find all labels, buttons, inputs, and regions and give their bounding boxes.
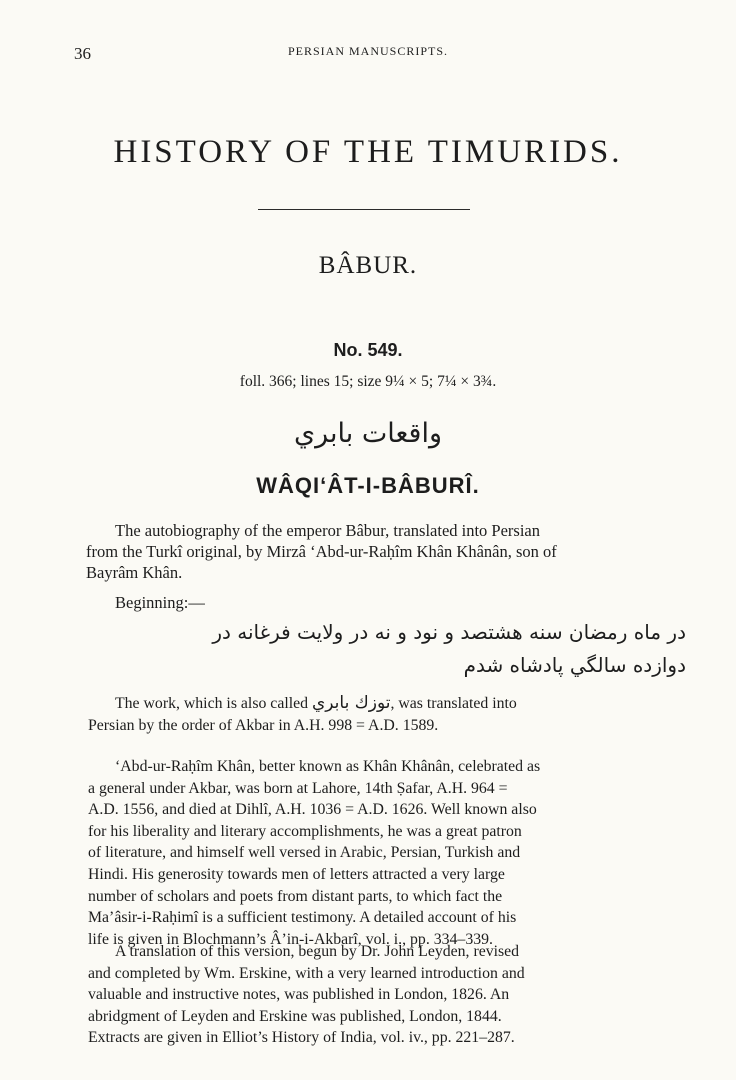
paragraph-line: A.D. 1556, and died at Dihlî, A.H. 1036 = A.D. 1626. Well known also (88, 801, 537, 819)
persian-title: واقعات بابري (294, 418, 442, 449)
persian-incipit (88, 616, 686, 682)
description-line: from the Turkî original, by Mirzâ ‘Abd-ur-Raḥîm Khân Khânân, son of (86, 542, 557, 561)
paragraph-line: and completed by Wm. Erskine, with a very learned introduction and (88, 964, 525, 982)
page-number: 36 (74, 44, 91, 63)
manuscript-number: No. 549. (333, 340, 403, 360)
transliterated-title: WÂQI‘ÂT-I-BÂBURÎ. (256, 473, 480, 498)
paragraph-line: life is given in Blochmann’s Â’in-i-Akbarî, vol. i., pp. 334–339. (88, 930, 493, 948)
paragraph-also-called (88, 693, 688, 736)
text-fragment: The work, which is also called (115, 695, 309, 712)
paragraph-abd-ur-rahim (88, 756, 688, 950)
title-rule (258, 209, 470, 210)
beginning-label: Beginning:— (115, 593, 205, 612)
paragraph-line: Ma’âsir-i-Raḥimî is a sufficient testimony. A detailed account of his (88, 909, 517, 927)
section-title: HISTORY OF THE TIMURIDS. (113, 134, 623, 170)
paragraph-line: abridgment of Leyden and Erskine was published, London, 1844. (88, 1007, 502, 1025)
paragraph-line: a general under Akbar, was born at Lahore, 14th Ṣafar, A.H. 964 = (88, 779, 508, 797)
running-head: PERSIAN MANUSCRIPTS. (287, 44, 449, 58)
paragraph-line: Hindi. His generosity towards men of letters attracted a very large (88, 865, 505, 883)
persian-incipit-line: در ماه رمضان سنه هشتصد و نود و نه در ولایت فرغانه در (212, 620, 686, 644)
paragraph-line: number of scholars and poets from distant parts, to which fact the (88, 887, 503, 905)
persian-incipit-line: دوازده سالگي پادشاه شدم (463, 653, 686, 677)
manuscript-physical-description: foll. 366; lines 15; size 9¼ × 5; 7¼ × 3¾. (239, 373, 497, 390)
paragraph-line: of literature, and himself well versed in Arabic, Persian, Turkish and (88, 844, 521, 862)
paragraph-line: for his liberality and literary accomplishments, he was a great patron (88, 822, 522, 840)
author-heading: BÂBUR. (318, 252, 418, 279)
paragraph-line: ‘Abd-ur-Raḥîm Khân, better known as Khân Khânân, celebrated as (115, 758, 541, 775)
paragraph-line: valuable and instructive notes, was published in London, 1826. An (88, 986, 510, 1004)
paragraph-translation (88, 941, 688, 1049)
paragraph-line: A translation of this version, begun by Dr. John Leyden, revised (115, 943, 520, 960)
paragraph-line (88, 693, 688, 715)
description-line: Bayrâm Khân. (86, 563, 183, 582)
description-paragraph (86, 520, 686, 583)
persian-inline-title: توزك بابري (311, 693, 391, 713)
paragraph-line: Persian by the order of Akbar in A.H. 998 = A.D. 1589. (88, 716, 439, 734)
paragraph-line: Extracts are given in Elliot’s History of India, vol. iv., pp. 221–287. (88, 1029, 515, 1047)
text-fragment: , was translated into (390, 695, 517, 712)
description-line: The autobiography of the emperor Bâbur, translated into Persian (115, 521, 541, 540)
